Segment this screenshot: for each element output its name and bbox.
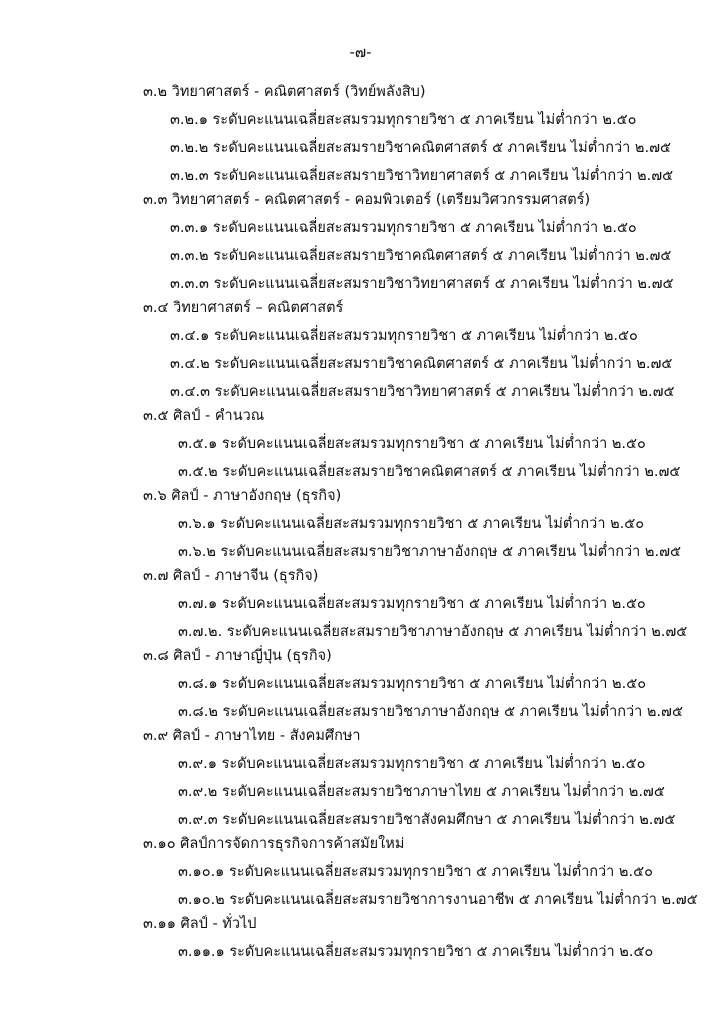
criteria-item: ๓.๘.๒ ระดับคะแนนเฉลี่ยสะสมรายวิชาภาษาอังกฤษ ๕ ภาคเรียน ไม่ต่ำกว่า ๒.๗๕ (178, 704, 683, 720)
criteria-item: ๓.๘.๑ ระดับคะแนนเฉลี่ยสะสมรวมทุกรายวิชา ๕ ภาคเรียน ไม่ต่ำกว่า ๒.๕๐ (178, 676, 647, 692)
page-number: -๗- (349, 43, 372, 61)
section-heading: ๓.๓ วิทยาศาสตร์ - คณิตศาสตร์ - คอมพิวเตอร์ (เตรียมวิศวกรรมศาสตร์) (143, 192, 591, 208)
section-heading: ๓.๖ ศิลป์ - ภาษาอังกฤษ (ธุรกิจ) (143, 488, 342, 504)
criteria-item: ๓.๔.๑ ระดับคะแนนเฉลี่ยสะสมรวมทุกรายวิชา ๕ ภาคเรียน ไม่ต่ำกว่า ๒.๕๐ (170, 328, 638, 344)
criteria-item: ๓.๑๑.๑ ระดับคะแนนเฉลี่ยสะสมรวมทุกรายวิชา ๕ ภาคเรียน ไม่ต่ำกว่า ๒.๕๐ (178, 944, 654, 960)
criteria-item: ๓.๗.๒. ระดับคะแนนเฉลี่ยสะสมรายวิชาภาษาอังกฤษ ๕ ภาคเรียน ไม่ต่ำกว่า ๒.๗๕ (178, 624, 688, 640)
criteria-item: ๓.๖.๒ ระดับคะแนนเฉลี่ยสะสมรายวิชาภาษาอังกฤษ ๕ ภาคเรียน ไม่ต่ำกว่า ๒.๗๕ (178, 544, 681, 560)
section-heading: ๓.๗ ศิลป์ - ภาษาจีน (ธุรกิจ) (143, 568, 319, 584)
criteria-item: ๓.๕.๑ ระดับคะแนนเฉลี่ยสะสมรวมทุกรายวิชา ๕ ภาคเรียน ไม่ต่ำกว่า ๒.๕๐ (178, 436, 646, 452)
section-heading: ๓.๙ ศิลป์ - ภาษาไทย - สังคมศึกษา (143, 728, 361, 744)
criteria-item: ๓.๑๐.๑ ระดับคะแนนเฉลี่ยสะสมรวมทุกรายวิชา ๕ ภาคเรียน ไม่ต่ำกว่า ๒.๕๐ (178, 864, 653, 880)
section-heading: ๓.๑๐ ศิลป์การจัดการธุรกิจการค้าสมัยใหม่ (143, 836, 405, 852)
criteria-item: ๓.๙.๒ ระดับคะแนนเฉลี่ยสะสมรายวิชาภาษาไทย ๕ ภาคเรียน ไม่ต่ำกว่า ๒.๗๕ (178, 784, 665, 800)
criteria-item: ๓.๔.๒ ระดับคะแนนเฉลี่ยสะสมรายวิชาคณิตศาสตร์ ๕ ภาคเรียน ไม่ต่ำกว่า ๒.๗๕ (170, 356, 673, 372)
criteria-item: ๓.๙.๑ ระดับคะแนนเฉลี่ยสะสมรวมทุกรายวิชา ๕ ภาคเรียน ไม่ต่ำกว่า ๒.๕๐ (178, 756, 646, 772)
section-heading: ๓.๕ ศิลป์ - คำนวณ (143, 408, 265, 424)
criteria-item: ๓.๑๐.๒ ระดับคะแนนเฉลี่ยสะสมรายวิชาการงานอาชีพ ๕ ภาคเรียน ไม่ต่ำกว่า ๒.๗๕ (178, 892, 698, 908)
criteria-item: ๓.๓.๓ ระดับคะแนนเฉลี่ยสะสมรายวิชาวิทยาศาสตร์ ๕ ภาคเรียน ไม่ต่ำกว่า ๒.๗๕ (170, 276, 674, 292)
criteria-item: ๓.๒.๒ ระดับคะแนนเฉลี่ยสะสมรายวิชาคณิตศาสตร์ ๕ ภาคเรียน ไม่ต่ำกว่า ๒.๗๕ (170, 140, 671, 156)
section-heading: ๓.๘ ศิลป์ - ภาษาญี่ปุ่น (ธุรกิจ) (143, 648, 332, 664)
criteria-item: ๓.๕.๒ ระดับคะแนนเฉลี่ยสะสมรายวิชาคณิตศาสตร์ ๕ ภาคเรียน ไม่ต่ำกว่า ๒.๗๕ (178, 464, 681, 480)
criteria-item: ๓.๔.๓ ระดับคะแนนเฉลี่ยสะสมรายวิชาวิทยาศาสตร์ ๕ ภาคเรียน ไม่ต่ำกว่า ๒.๗๕ (170, 384, 675, 400)
criteria-item: ๓.๗.๑ ระดับคะแนนเฉลี่ยสะสมรวมทุกรายวิชา ๕ ภาคเรียน ไม่ต่ำกว่า ๒.๕๐ (178, 596, 646, 612)
criteria-item: ๓.๒.๓ ระดับคะแนนเฉลี่ยสะสมรายวิชาวิทยาศาสตร์ ๕ ภาคเรียน ไม่ต่ำกว่า ๒.๗๕ (170, 168, 674, 184)
section-heading: ๓.๑๑ ศิลป์ - ทั่วไป (143, 916, 257, 932)
section-heading: ๓.๔ วิทยาศาสตร์ – คณิตศาสตร์ (143, 300, 344, 316)
criteria-item: ๓.๖.๑ ระดับคะแนนเฉลี่ยสะสมรวมทุกรายวิชา ๕ ภาคเรียน ไม่ต่ำกว่า ๒.๕๐ (178, 516, 645, 532)
section-heading: ๓.๒ วิทยาศาสตร์ - คณิตศาสตร์ (วิทย์พลังสิบ) (143, 84, 426, 100)
criteria-item: ๓.๙.๓ ระดับคะแนนเฉลี่ยสะสมรายวิชาสังคมศึกษา ๕ ภาคเรียน ไม่ต่ำกว่า ๒.๗๕ (178, 812, 676, 828)
criteria-item: ๓.๒.๑ ระดับคะแนนเฉลี่ยสะสมรวมทุกรายวิชา ๕ ภาคเรียน ไม่ต่ำกว่า ๒.๕๐ (170, 112, 637, 128)
criteria-item: ๓.๓.๒ ระดับคะแนนเฉลี่ยสะสมรายวิชาคณิตศาสตร์ ๕ ภาคเรียน ไม่ต่ำกว่า ๒.๗๕ (170, 248, 672, 264)
criteria-item: ๓.๓.๑ ระดับคะแนนเฉลี่ยสะสมรวมทุกรายวิชา ๕ ภาคเรียน ไม่ต่ำกว่า ๒.๕๐ (170, 220, 637, 236)
